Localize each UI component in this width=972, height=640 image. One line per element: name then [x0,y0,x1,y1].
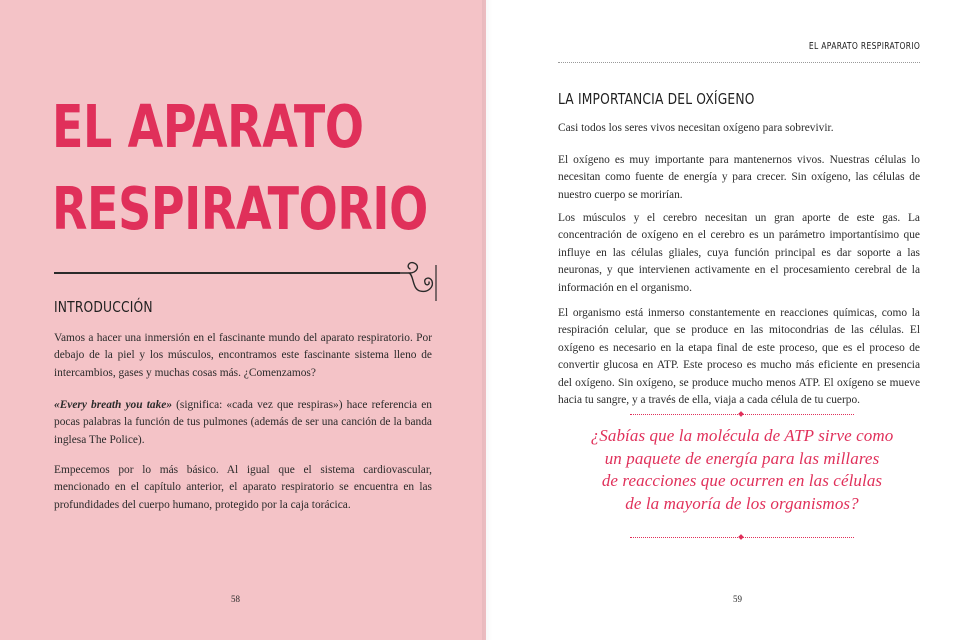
diamond-ornament-icon [738,411,744,417]
oxygen-paragraph-4: El organismo está inmerso constantemente en reacciones químicas, como la respiración celular, que se produce en las mitocondrias de las células. El oxígeno es necesario en la etapa final de este proceso, que es el proceso de convertir glucosa en ATP. Este proceso es mucho más eficiente en presencia del oxígeno. Sin oxígeno, se produce mucho menos ATP. El oxígeno se mueve hacia tu sangre, y a través de ella, viaja a cada célula de tu cuerpo. [558,307,920,407]
pull-quote-line: un paquete de energía para las millares [604,448,880,468]
chapter-title-line2: RESPIRATORIO [52,174,428,243]
page-number-left: 58 [231,594,240,604]
right-page [486,0,972,640]
intro-paragraph-3: Empecemos por lo más básico. Al igual que el sistema cardiovascular, mencionado en el capítulo anterior, el aparato respiratorio se encuentra en las profundidades del cuerpo humano, protegido por la caja torácica. [54,464,432,511]
pull-quote [542,425,942,515]
intro-paragraph-2-text: (significa: «cada vez que respiras») hace referencia en pocas palabras la función de tus pulmones (además de ser una canción de la banda inglesa The Police). [54,399,432,446]
pull-quote-line: de la mayoría de los organismos? [625,493,859,513]
intro-paragraph-2 [54,397,432,449]
chapter-title-line1: EL APARATO [52,92,364,161]
oxygen-paragraph-1: Casi todos los seres vivos necesitan oxígeno para sobrevivir. [558,122,834,134]
pull-quote-line: de reacciones que ocurren en las células [601,471,883,490]
diamond-ornament-icon [738,534,744,540]
oxygen-paragraph-2: El oxígeno es muy importante para mantenernos vivos. Nuestras células lo necesitan como fuente de energía y para crecer. Sin oxígeno, las células de nuestro cuerpo se morirían. [558,154,920,201]
intro-paragraph-1: Vamos a hacer una inmersión en el fascinante mundo del aparato respiratorio. Por debajo de la piel y los músculos, encontramos este fascinante sistema lleno de intercambios, gases y muchas cosas más. ¿Comenzamos? [54,332,432,379]
song-title-emphasis: «Every breath you take» [54,399,173,411]
pull-quote-line: ¿Sabías que la molécula de ATP sirve como [590,426,894,445]
title-divider-line [54,272,400,274]
page-number-right: 59 [733,594,742,604]
oxygen-paragraph-3: Los músculos y el cerebro necesitan un gran aporte de este gas. La concentración de oxígeno en el cerebro es un parámetro importantísimo que influye en las células gliales, cuya función principal es dar soporte a las neuronas, y que intervienen activamente en el procesamiento cerebral de la información en el organismo. [558,212,920,294]
section-heading-oxigeno: LA IMPORTANCIA DEL OXÍGENO [558,90,755,108]
section-heading-introduccion: INTRODUCCIÓN [54,298,153,316]
running-header: EL APARATO RESPIRATORIO [808,41,920,52]
header-dotted-rule [558,62,920,63]
flourish-ornament-icon [392,261,440,303]
chapter-title [52,86,428,250]
